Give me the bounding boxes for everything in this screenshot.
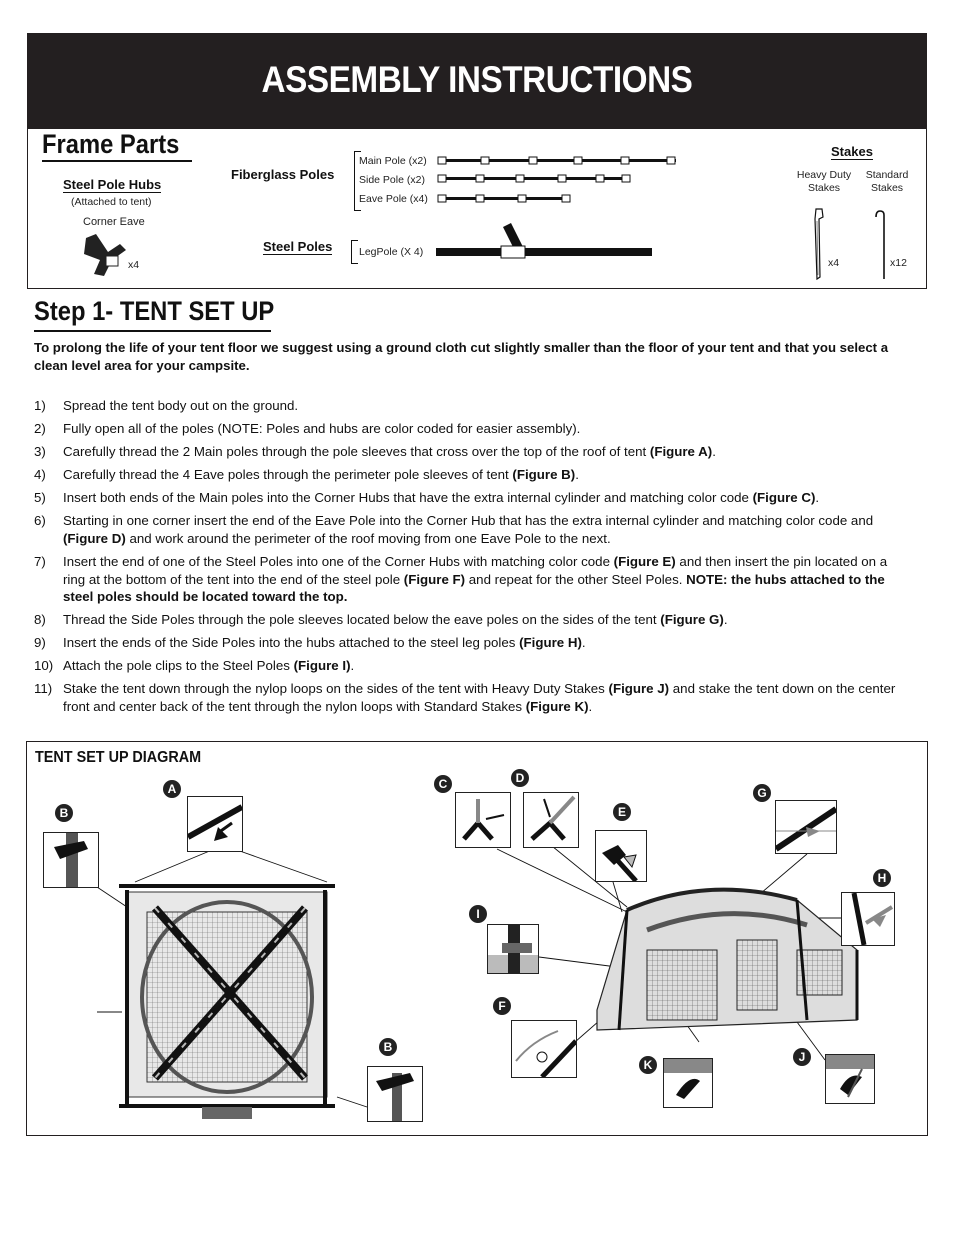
step-item [34,420,904,438]
step-item [34,466,904,484]
step-number: 5) [34,490,46,506]
badge-d: D [511,769,529,787]
stakes-title: Stakes [831,144,873,159]
figure-f-detail [511,1020,577,1078]
step-text: Starting in one corner insert the end of the Eave Pole into the Corner Hub that has the extra internal cylinder and matching color code and [63,513,874,529]
step-text: . [712,444,716,460]
step1-intro: To prolong the life of your tent floor we suggest using a ground cloth cut slightly smaller than the floor of your tent and that you select a clean level area for your campsite. [34,340,889,373]
badge-h: H [873,869,891,887]
step-text: and work around the perimeter of the roof moving from one Eave Pole to the next. [125,530,611,546]
step-number: 7) [34,554,46,570]
badge-k: K [639,1056,657,1074]
fiberglass-poles-graphic [436,155,678,207]
leg-pole-label: LegPole (X 4) [359,246,424,258]
step-number: 8) [34,612,46,628]
header-bar [27,33,927,129]
badge-f: F [493,997,511,1015]
step1-title: Step 1- TENT SET UP [34,296,275,326]
step-text: Carefully thread the 2 Main poles through the pole sleeves that cross over the top of the roof of tent [63,444,650,460]
tent-perspective-diagram [557,870,887,1040]
step-number: 2) [34,421,46,437]
figure-i-detail [487,924,539,974]
hubs-qty: x4 [128,259,140,271]
figure-reference: (Figure G) [660,612,724,628]
step-number: 3) [34,444,46,460]
figure-reference: (Figure A) [649,444,713,460]
badge-j: J [793,1048,811,1066]
step-text: Insert the ends of the Side Poles into the hubs attached to the steel leg poles [63,635,520,651]
step-item [34,489,904,507]
heavy-duty-stakes-label: Heavy Duty Stakes [796,169,852,194]
figure-k-detail [663,1058,713,1108]
step-list [34,397,904,721]
step-item [34,657,904,675]
diagram-title: TENT SET UP DIAGRAM [35,749,202,766]
standard-qty: x12 [890,257,907,269]
hubs-subtitle: (Attached to tent) [71,196,152,208]
frame-parts-panel [27,129,927,289]
step-item [34,553,904,606]
frame-parts-underline [42,160,192,162]
figure-reference: (Figure J) [608,681,670,697]
step-text: . [588,698,593,714]
corner-eave-label: Corner Eave [83,216,145,228]
eave-pole-label: Eave Pole (x4) [359,193,428,205]
step-item [34,397,904,415]
badge-g: G [753,784,771,802]
figure-reference: (Figure B) [512,467,576,483]
figure-reference: (Figure I) [293,658,351,674]
step-text: . [575,467,579,483]
heavy-duty-qty: x4 [828,257,840,269]
step-text: and repeat for the other Steel Poles. [465,571,687,587]
standard-stakes-label: Standard Stakes [865,169,909,194]
main-pole-label: Main Pole (x2) [359,155,427,167]
badge-a: A [163,780,181,798]
figure-b-left-detail [43,832,99,888]
figure-reference: (Figure E) [613,554,676,570]
figure-a-detail [187,796,243,852]
setup-diagram-panel [26,741,928,1136]
standard-stake-icon [870,209,892,281]
step-text: Insert the end of one of the Steel Poles into one of the Corner Hubs with matching color code [63,554,614,570]
step-item [34,611,904,629]
figure-c-detail [455,792,511,848]
figure-d-detail [523,792,579,848]
fiberglass-poles-title: Fiberglass Poles [231,167,335,182]
figure-b-right-detail [367,1066,423,1122]
step-number: 10) [34,658,54,674]
figure-g-detail [775,800,837,854]
step-item [34,634,904,652]
figure-reference: (Figure K) [525,698,589,714]
badge-b-right: B [379,1038,397,1056]
figure-h-detail [841,892,895,946]
step-text: . [581,635,586,651]
steel-pole-hubs-title: Steel Pole Hubs [63,177,162,192]
figure-j-detail [825,1054,875,1104]
badge-e: E [613,803,631,821]
step-text: Spread the tent body out on the ground. [63,398,299,413]
step-text: Thread the Side Poles through the pole sleeves located below the eave poles on the sides of the tent [63,612,661,628]
figure-reference: (Figure F) [403,571,466,587]
figure-reference: NOTE: the hubs attached to the steel poles should be located toward the top. [63,571,885,605]
corner-hub-icon [80,232,128,278]
step-item [34,680,904,715]
step-number: 11) [34,681,53,697]
figure-reference: (Figure H) [519,635,582,651]
side-pole-label: Side Pole (x2) [359,174,425,186]
heavy-duty-stake-icon [810,207,830,281]
step-number: 6) [34,513,46,529]
step-text: Attach the pole clips to the Steel Poles [63,658,294,674]
frame-parts-title: Frame Parts [42,129,180,159]
step-text: . [815,490,820,506]
steel-bracket [351,240,358,264]
step-text: Insert both ends of the Main poles into the Corner Hubs that have the extra internal cylinder and matching color code [63,490,753,506]
steel-poles-title: Steel Poles [263,239,333,254]
step-text: . [723,612,728,628]
step-text: and stake the tent down on the center front and center back of the tent through the nylon loops with Standard Stakes [63,681,896,714]
page-title: ASSEMBLY INSTRUCTIONS [261,59,693,100]
figure-e-detail [595,830,647,882]
step1-underline [34,330,271,332]
step-number: 1) [34,398,46,413]
step-text: . [350,658,355,674]
step-text: Stake the tent down through the nylop loops on the sides of the tent with Heavy Duty Stakes [63,681,609,697]
step-item [34,512,904,547]
badge-b-left: B [55,804,73,822]
step-text: Fully open all of the poles (NOTE: Poles and hubs are color coded for easier assembly). [63,421,581,437]
step-number: 4) [34,467,46,483]
figure-reference: (Figure D) [63,530,126,546]
badge-i: I [469,905,487,923]
step-text: and then insert the pin located on a ring at the bottom of the tent into the end of the steel pole [63,554,888,587]
step-text: Carefully thread the 4 Eave poles through the perimeter pole sleeves of tent [63,467,513,483]
step-item [34,443,904,461]
badge-c: C [434,775,452,793]
figure-reference: (Figure C) [752,490,816,506]
step-number: 9) [34,635,46,651]
leg-pole-graphic [435,221,655,261]
